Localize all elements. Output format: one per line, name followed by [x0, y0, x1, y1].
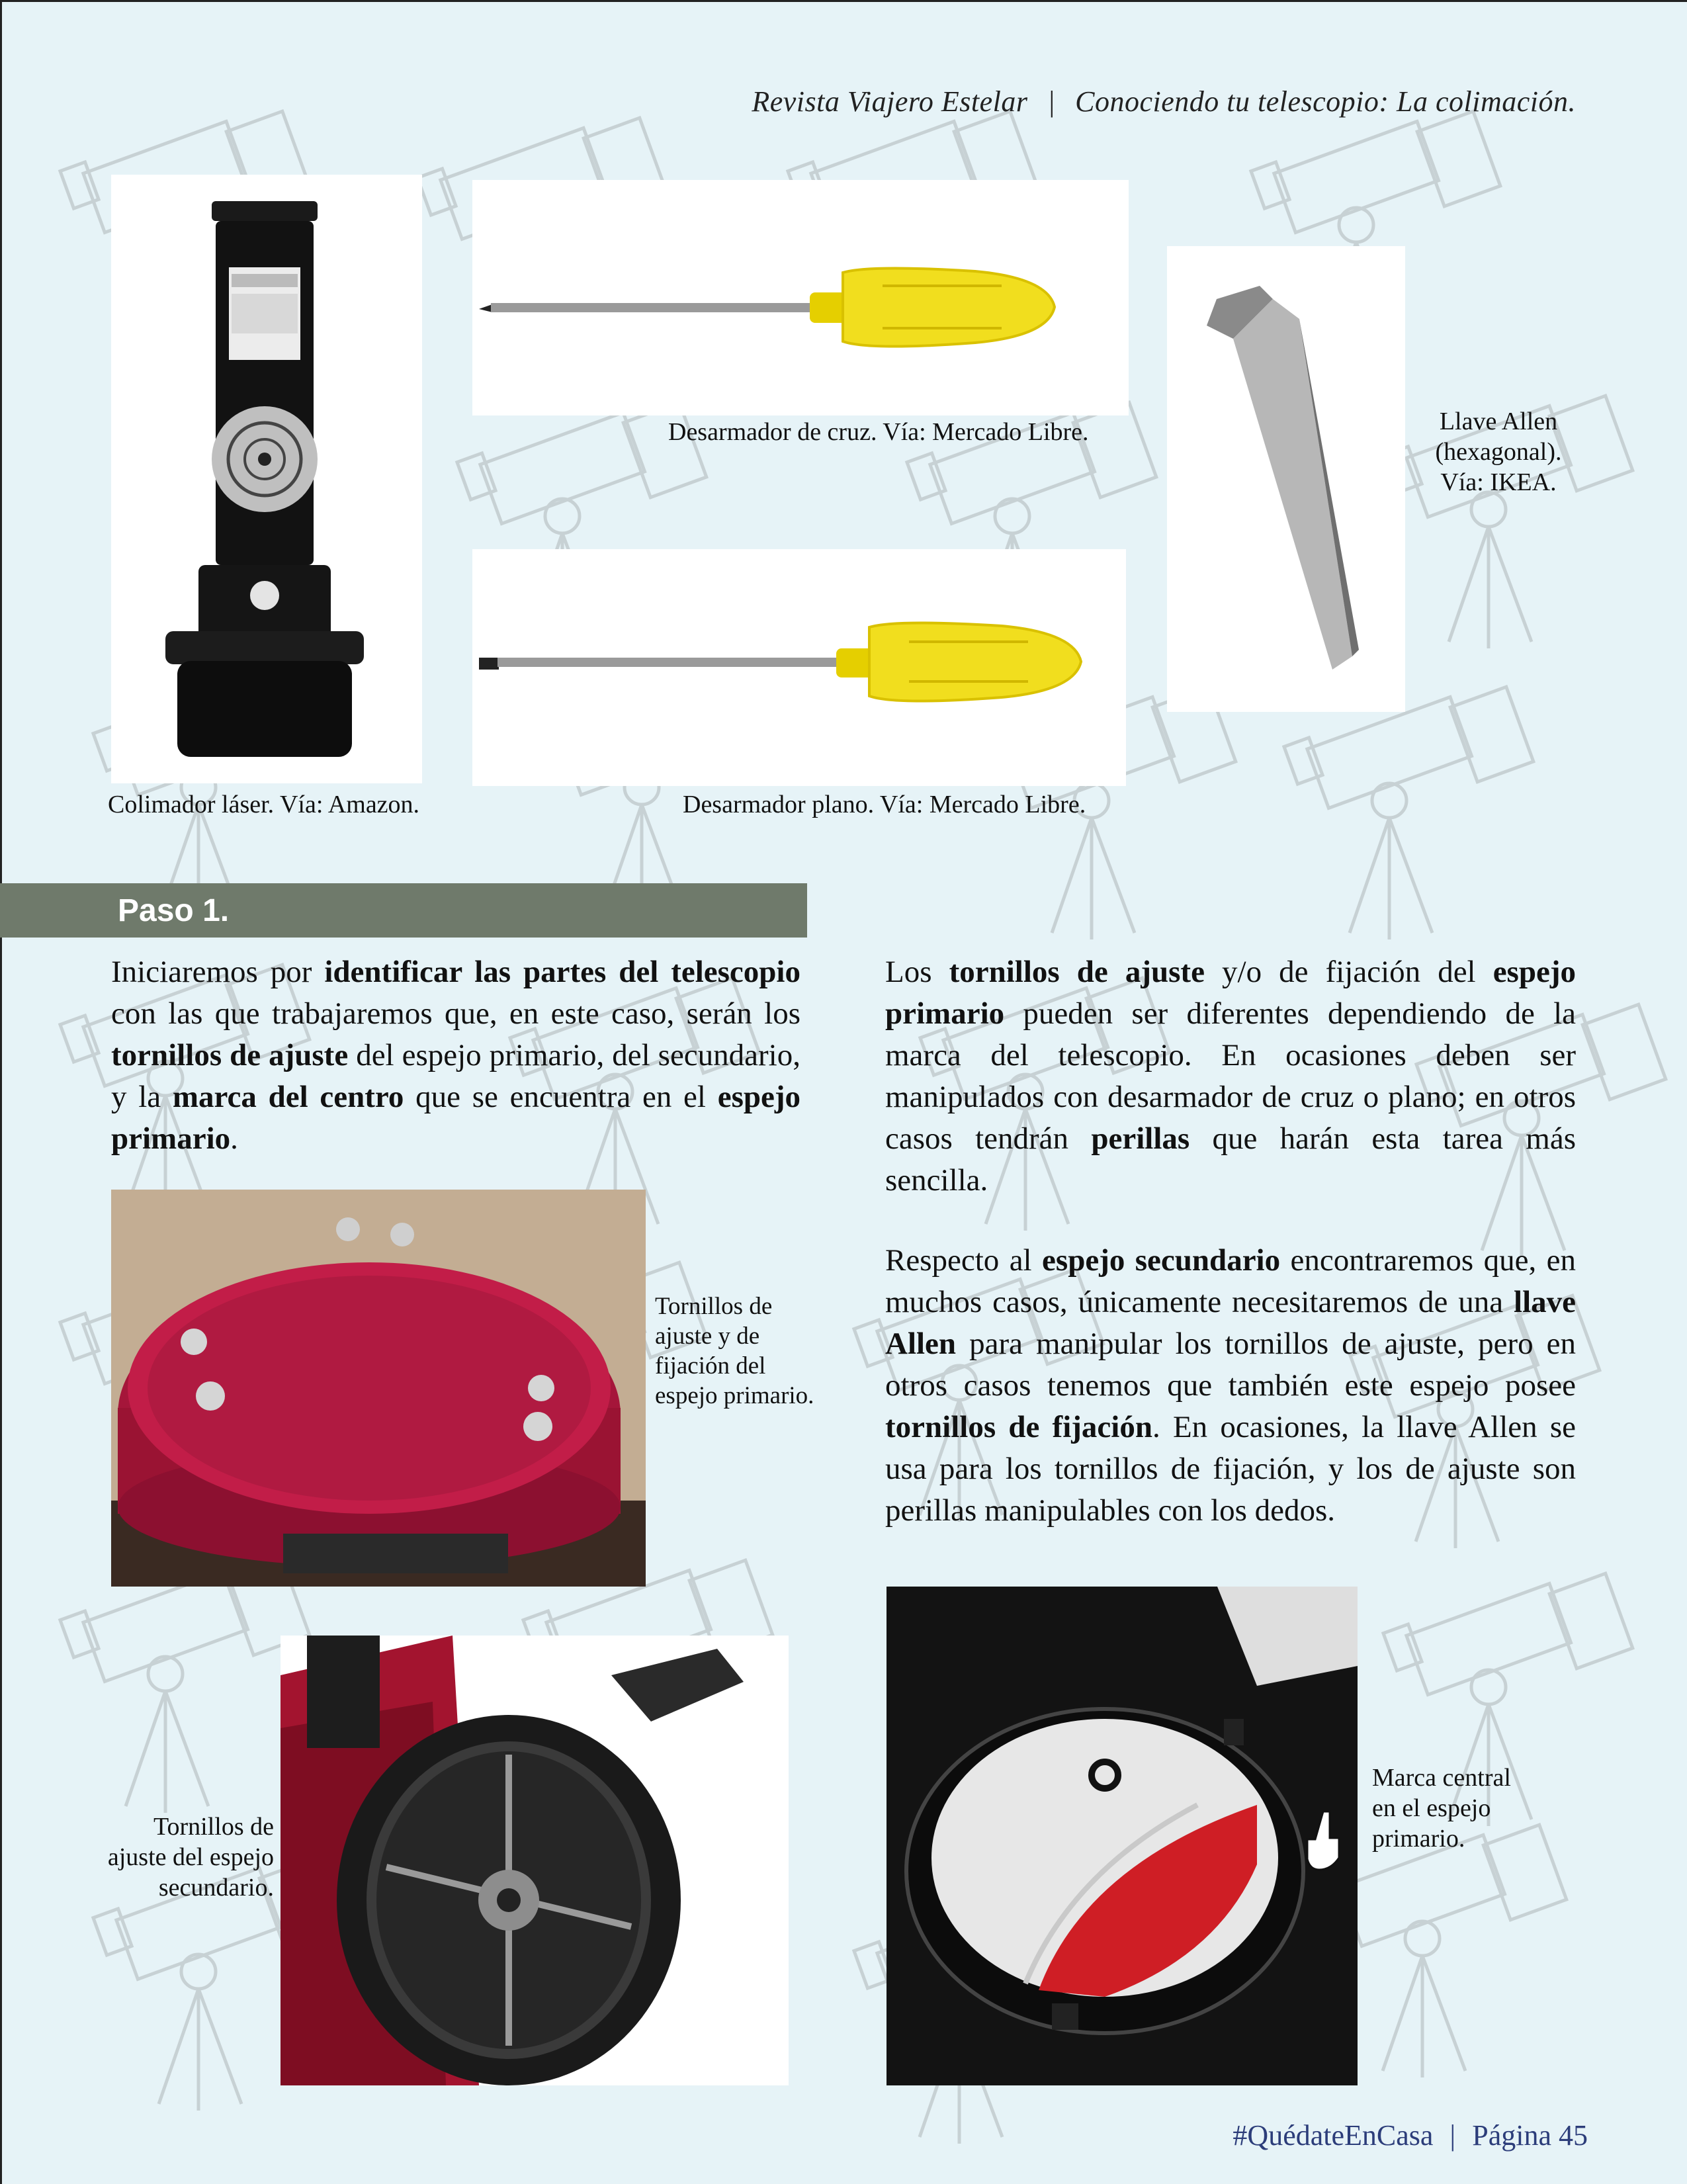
secondary-caption-line-2: ajuste del espejo [107, 1843, 274, 1871]
bold-run: tornillos de ajuste [111, 1038, 349, 1072]
page-footer [1233, 2118, 1588, 2152]
footer-hashtag: #QuédateEnCasa [1233, 2119, 1434, 2152]
bold-run: espejo secundario [1042, 1243, 1281, 1278]
mark-caption-line-2: en el espejo [1372, 1794, 1491, 1822]
secondary-caption-line-1: Tornillos de [153, 1813, 274, 1841]
allen-key-photo [1167, 246, 1405, 712]
allen-key-caption [1416, 406, 1581, 498]
flat-screwdriver-photo [472, 549, 1126, 786]
page-border-left [0, 0, 2, 2184]
text-run: . [230, 1121, 238, 1156]
bold-run: tornillos de ajuste [949, 955, 1205, 989]
bold-run: espejo primario [885, 955, 1576, 1031]
cross-screwdriver-caption: Desarmador de cruz. Vía: Mercado Libre. [668, 418, 1089, 446]
allen-caption-line-1: Llave Allen [1439, 408, 1558, 435]
page-number: Página 45 [1472, 2119, 1588, 2152]
bold-run: espejo primario [111, 1080, 801, 1156]
bold-run: llave Allen [885, 1285, 1576, 1361]
secondary-caption-line-3: secundario. [158, 1874, 274, 1901]
text-run: Los [885, 955, 949, 989]
central-mark-caption [1372, 1763, 1511, 1854]
text-run: y/o de fijación del [1204, 955, 1493, 989]
bold-run: marca del centro [172, 1080, 404, 1114]
paragraph-secondary-mirror [885, 1240, 1576, 1532]
running-header [752, 85, 1576, 118]
mark-caption-line-1: Marca central [1372, 1764, 1511, 1792]
laser-caption: Colimador láser. Vía: Amazon. [108, 791, 420, 818]
text-run: que se encuentra en el [404, 1080, 718, 1114]
primary-caption-line-3: fijación del [655, 1352, 766, 1379]
step-banner [0, 883, 807, 938]
paragraph-intro [111, 951, 800, 1160]
bold-run: tornillos de fijación [885, 1410, 1152, 1444]
primary-mirror-caption [655, 1291, 814, 1411]
laser-collimator-photo [111, 175, 422, 783]
step-title: Paso 1. [118, 893, 230, 928]
primary-caption-line-4: espejo primario. [655, 1382, 814, 1409]
text-run: Respecto al [885, 1243, 1043, 1278]
central-mark-photo [887, 1587, 1358, 2085]
allen-caption-line-2: (hexagonal). [1435, 438, 1562, 466]
text-run: del espejo primario, del secundario, y la [111, 1038, 800, 1114]
text-run: encontraremos que, en muchos casos, únicamente necesitaremos de una [885, 1243, 1577, 1319]
article-title: Conociendo tu telescopio: La colimación. [1075, 85, 1576, 118]
paragraph-primary-screws [885, 951, 1576, 1201]
text-run: para manipular los tornillos de ajuste, pero en otros casos tenemos que también este espejo posee [885, 1327, 1576, 1403]
text-run: . En ocasiones, la llave Allen se usa para los tornillos de fijación, y los de ajuste son perillas manipulables con los dedos. [885, 1410, 1576, 1528]
text-run: pueden ser diferentes dependiendo de la marca del telescopio. En ocasiones deben ser manipulados con desarmador de cruz o plano; en otros casos tendrán [885, 996, 1576, 1156]
primary-caption-line-2: ajuste y de [655, 1323, 760, 1350]
secondary-mirror-caption [82, 1812, 274, 1903]
allen-caption-line-3: Vía: IKEA. [1440, 468, 1557, 496]
primary-mirror-screws-photo [111, 1190, 646, 1587]
bold-run: identificar las partes del telescopio [324, 955, 800, 989]
secondary-mirror-screws-photo [281, 1636, 789, 2085]
cross-screwdriver-photo [472, 180, 1129, 415]
text-run: Iniciaremos por [111, 955, 325, 989]
magazine-name: Revista Viajero Estelar [752, 85, 1028, 118]
footer-separator: | [1449, 2119, 1456, 2152]
page-border-top [0, 0, 1687, 2]
flat-screwdriver-caption: Desarmador plano. Vía: Mercado Libre. [683, 791, 1086, 818]
header-separator: | [1047, 85, 1056, 118]
primary-caption-line-1: Tornillos de [655, 1293, 773, 1320]
bold-run: perillas [1091, 1121, 1190, 1156]
mark-caption-line-3: primario. [1372, 1825, 1465, 1853]
text-run: que harán esta tarea más sencilla. [885, 1121, 1576, 1198]
text-run: con las que trabajaremos que, en este caso, serán los [111, 996, 800, 1031]
